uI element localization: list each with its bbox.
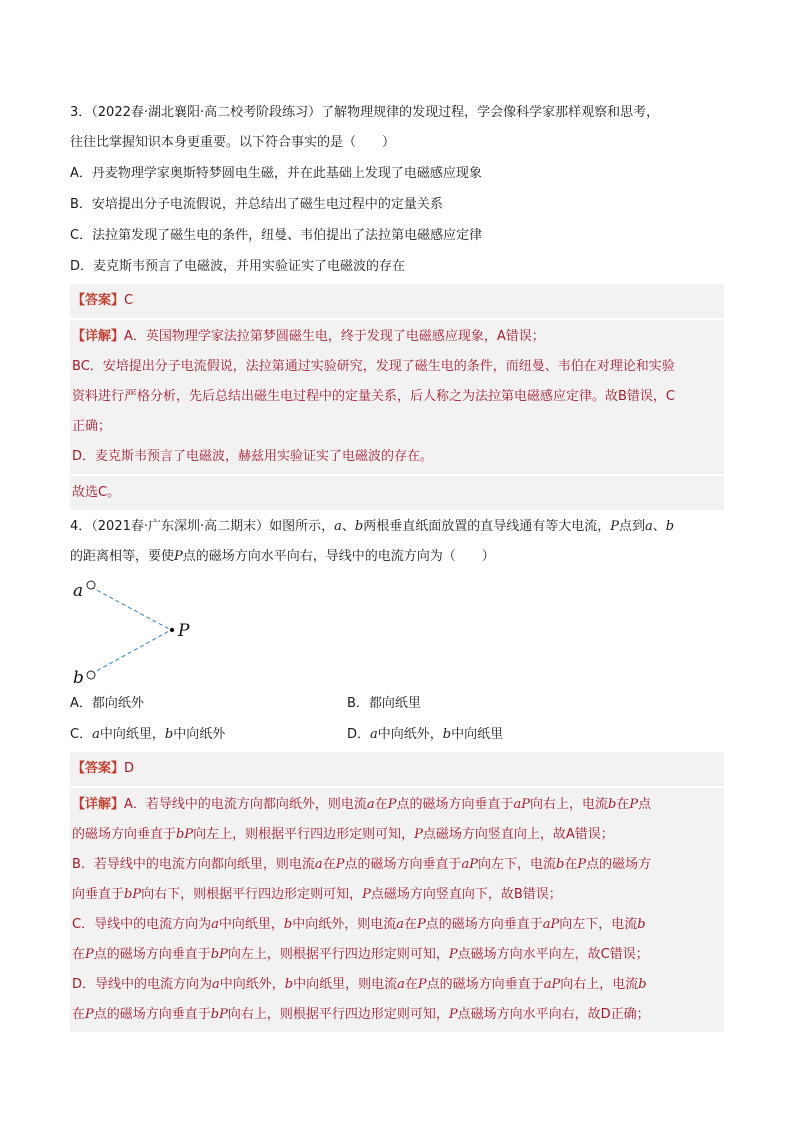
- q4-figure: [70, 576, 724, 688]
- q3-detail-1: A．英国物理学家法拉第梦圆磁生电，终于发现了电磁感应现象，A错误；: [124, 329, 545, 344]
- point-p-icon: [170, 628, 174, 632]
- q3-stem-line1: 3．（2022春·湖北襄阳·高二校考阶段练习）了解物理规律的发现过程，学会像科学家那样观察和思考，: [70, 105, 660, 120]
- label-a: a: [73, 581, 84, 601]
- q3-detail-box: [70, 320, 724, 474]
- wire-b-icon: [87, 671, 95, 679]
- q3-detail-2b: 资料进行严格分析，先后总结出磁生电过程中的定量关系，后人称之为法拉第电磁感应定律。故B错误，C: [72, 389, 675, 404]
- q4-detail-c-line1: C．导线中的电流方向为a中向纸里，b中向纸外，则电流a在P点的磁场方向垂直于aP向左下，电流b: [72, 917, 646, 932]
- q3-option-c: C．法拉第发现了磁生电的条件，纽曼、韦伯提出了法拉第电磁感应定律: [70, 228, 483, 243]
- q3-detail-2c: 正确；: [72, 419, 112, 434]
- q3-detail-3: D．麦克斯韦预言了电磁波，赫兹用实验证实了电磁波的存在。: [72, 449, 434, 464]
- document-page: [70, 0, 724, 1032]
- q4-option-c: C．a中向纸里，b中向纸外: [70, 727, 226, 742]
- q3-option-a: A．丹麦物理学家奥斯特梦圆电生磁，并在此基础上发现了电磁感应现象: [70, 166, 482, 181]
- q3-stem-line2: 往往比掌握知识本身更重要。以下符合事实的是（ ）: [70, 135, 396, 150]
- q4-stem-line2: 的距离相等，要使P点的磁场方向水平向右，导线中的电流方向为（ ）: [70, 549, 495, 564]
- q3-detail-tag: 【详解】: [72, 329, 125, 344]
- q3-answer-tag: 【答案】: [72, 293, 125, 308]
- q4-answer-tag: 【答案】: [72, 761, 125, 776]
- q3-conclusion: 故选C。: [72, 485, 121, 500]
- q4-detail-d-line2: 在P点的磁场方向垂直于bP向右上，则根据平行四边形定则可知，P点磁场方向水平向右，故D正确；: [72, 1007, 650, 1022]
- q4-detail-box: [70, 788, 724, 1032]
- q4-detail-c-line2: 在P点的磁场方向垂直于bP向左上，则根据平行四边形定则可知，P点磁场方向水平向左，故C错误；: [72, 947, 649, 962]
- q4-options-row1: [70, 688, 724, 719]
- q4-answer-box: [70, 752, 724, 786]
- wire-a-icon: [87, 581, 95, 589]
- q4-detail-d-line1: D．导线中的电流方向为a中向纸外，b中向纸里，则电流a在P点的磁场方向垂直于aP向右上，电流b: [72, 977, 647, 992]
- q4-detail-b-line2: 向垂直于bP向右下，则根据平行四边形定则可知，P点磁场方向竖直向下，故B错误；: [72, 887, 562, 902]
- wire-diagram: [70, 576, 210, 688]
- q4-stem-line1: 4．（2021春·广东深圳·高二期末）如图所示，a、b两根垂直纸面放置的直导线通有等大电流，P点到a、b: [70, 519, 675, 534]
- dashed-line-b-p: [91, 630, 171, 674]
- q4-option-d: D．a中向纸外，b中向纸里: [347, 727, 504, 742]
- dashed-line-a-p: [91, 587, 171, 630]
- q3-option-b: B．安培提出分子电流假说，并总结出了磁生电过程中的定量关系: [70, 197, 443, 212]
- q3-answer-box: [70, 284, 724, 318]
- q3-option-d: D．麦克斯韦预言了电磁波，并用实验证实了电磁波的存在: [70, 259, 406, 274]
- q3-answer: C: [124, 293, 134, 308]
- q4-options-row2: [70, 719, 724, 750]
- q4-answer: D: [124, 761, 135, 776]
- q4-detail-b-line1: B．若导线中的电流方向都向纸里，则电流a在P点的磁场方向垂直于aP向左下，电流b在P点的磁场方: [72, 857, 652, 872]
- q4-detail-a-line1: 【详解】A．若导线中的电流方向都向纸外，则电流a在P点的磁场方向垂直于aP向右上，电流b在P点: [72, 797, 652, 812]
- q3-conclusion-box: [70, 476, 724, 510]
- q4-option-b: B．都向纸里: [347, 696, 421, 711]
- label-b: b: [73, 668, 84, 688]
- label-p: P: [178, 621, 190, 641]
- q4-option-a: A．都向纸外: [70, 696, 144, 711]
- q3-detail-2a: BC．安培提出分子电流假说，法拉第通过实验研究，发现了磁生电的条件，而纽曼、韦伯在对理论和实验: [72, 359, 675, 374]
- q4-detail-a-line2: 的磁场方向垂直于bP向左上，则根据平行四边形定则可知，P点磁场方向竖直向上，故A错误；: [72, 827, 614, 842]
